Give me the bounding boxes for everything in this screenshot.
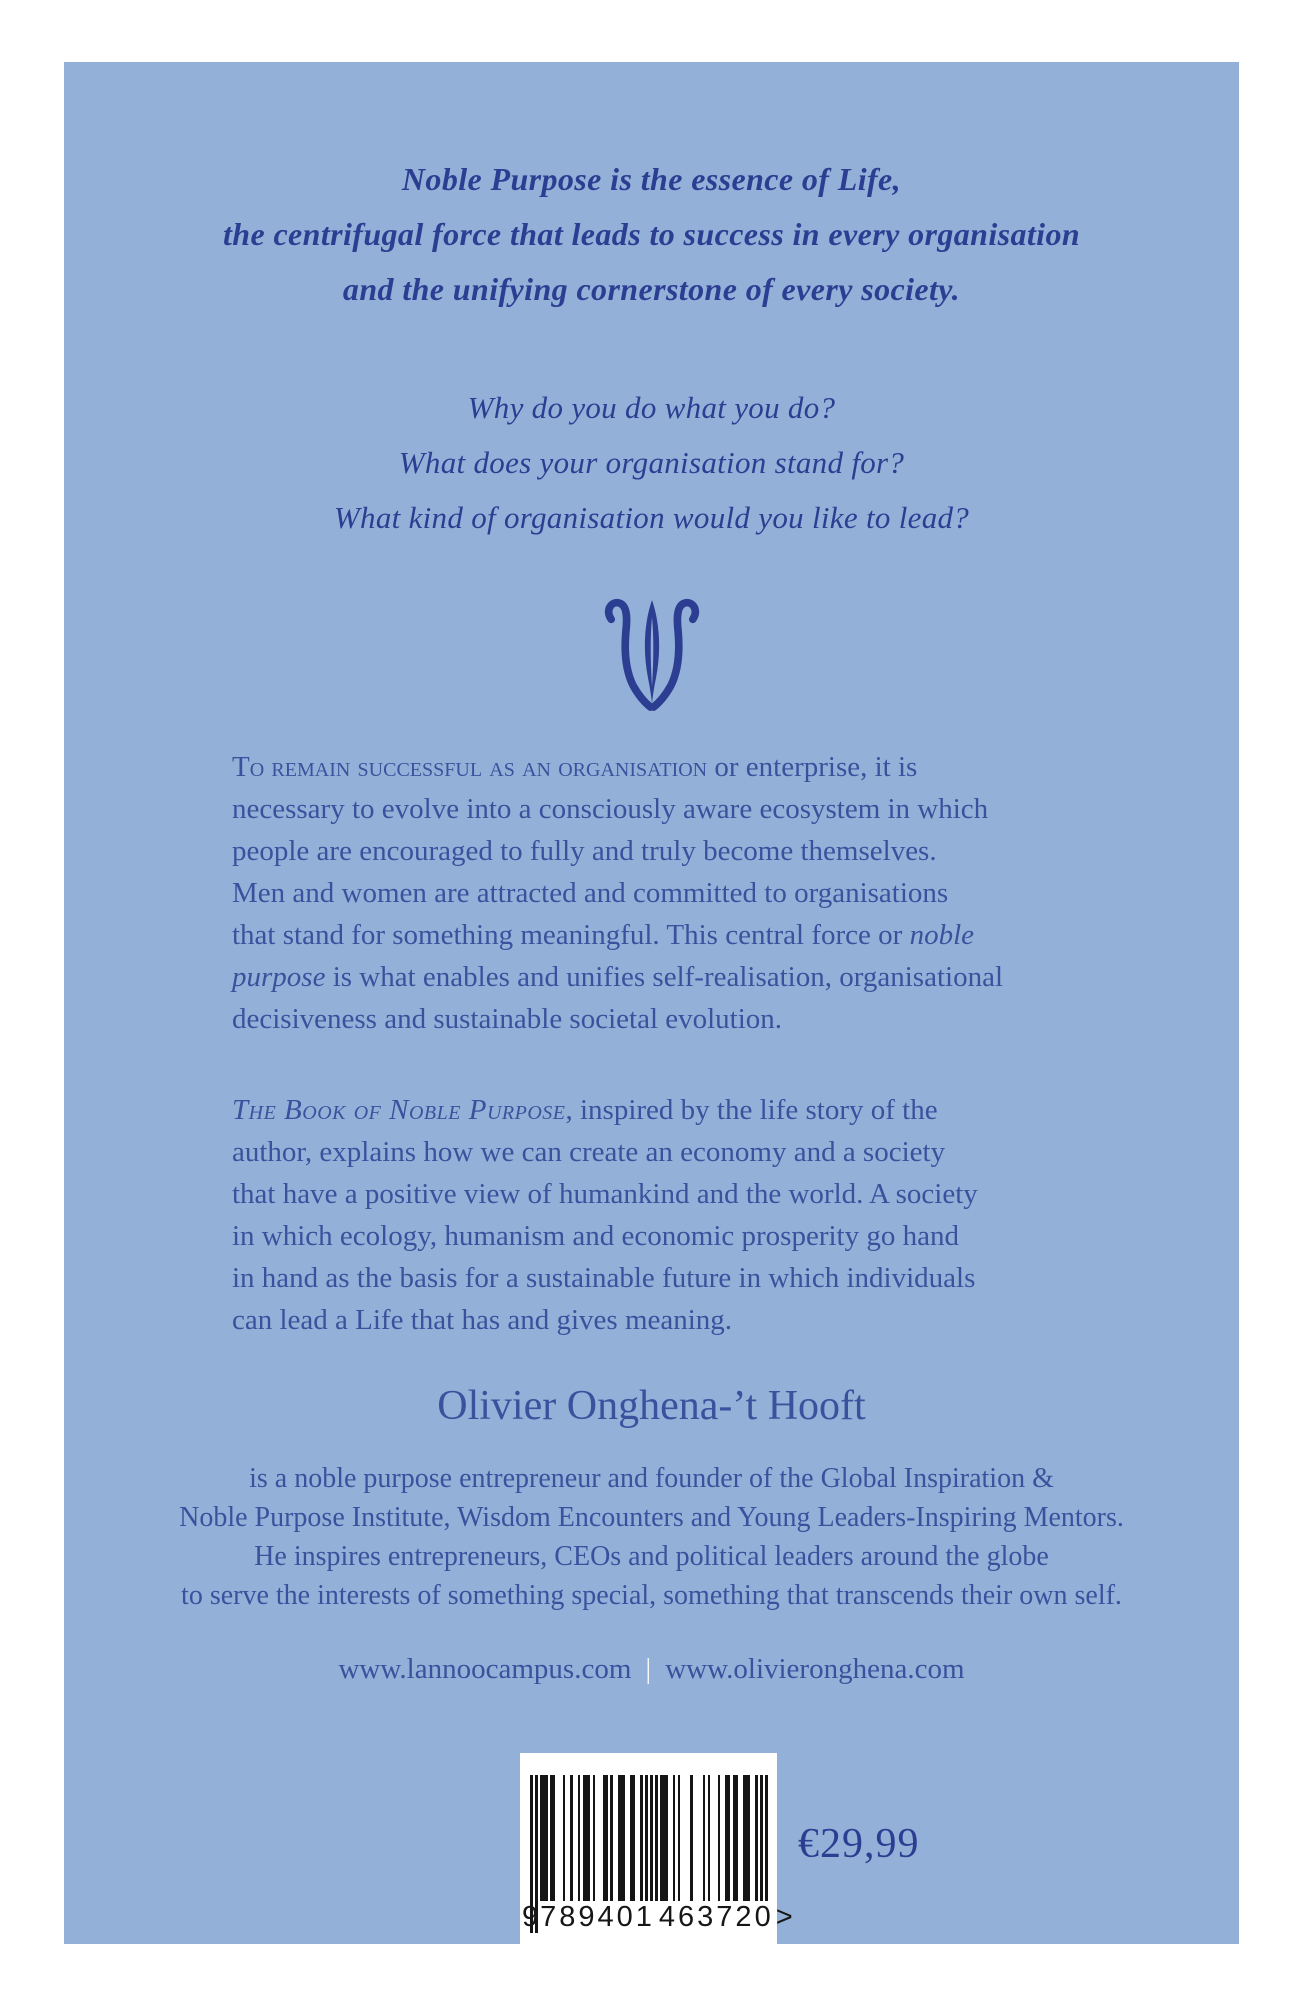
text-line: Noble Purpose Institute, Wisdom Encounters and Young Leaders-Inspiring Mentors.: [179, 1502, 1124, 1533]
text-line: in which ecology, humanism and economic prosperity go hand: [232, 1220, 959, 1252]
text-line: Noble Purpose is the essence of Life,: [401, 161, 902, 197]
separator-bar: |: [645, 1653, 652, 1685]
text-line: necessary to evolve into a consciously aware ecosystem in which: [232, 793, 989, 825]
website-links: [64, 1653, 1239, 1686]
publisher-website: www.lannoocampus.com: [338, 1653, 632, 1685]
text-line: people are encouraged to fully and truly become themselves.: [232, 835, 937, 867]
author-name: Olivier Onghena-’t Hooft: [437, 1383, 866, 1429]
text-line: that have a positive view of humankind and the world. A society: [232, 1178, 978, 1210]
text-line: decisiveness and sustainable societal evolution.: [232, 1003, 783, 1035]
tulip-mark-icon: [601, 593, 703, 715]
barcode-panel: [520, 1753, 793, 2008]
author-website: www.olivieronghena.com: [665, 1653, 965, 1685]
text-line: Men and women are attracted and committed to organisations: [232, 877, 949, 909]
barcode-lead-digit: 9: [522, 1901, 539, 1933]
publisher-logo: [64, 593, 1239, 715]
text-line: purpose is what enables and unifies self-realisation, organisational: [232, 961, 1004, 993]
author-bio: [64, 1459, 1239, 1615]
rhetorical-questions: [64, 380, 1239, 545]
text-line: What does your organisation stand for?: [398, 445, 905, 480]
barcode-group-2: 463720: [658, 1901, 774, 1933]
price-label: €29,99: [798, 1821, 920, 1867]
barcode-suffix: >: [775, 1901, 793, 1933]
text-line: that stand for something meaningful. This central force or noble: [232, 919, 974, 951]
synopsis-paragraph-2: [232, 1089, 978, 1341]
barcode-number: [522, 1901, 793, 1934]
text-line: He inspires entrepreneurs, CEOs and political leaders around the globe: [254, 1541, 1049, 1572]
text-line: What kind of organisation would you like to lead?: [333, 500, 970, 535]
synopsis-paragraph-1: [232, 746, 1003, 1040]
text-line: to serve the interests of something special, something that transcends their own self.: [181, 1580, 1122, 1611]
text-line: can lead a Life that has and gives meaning.: [232, 1304, 733, 1336]
text-line: and the unifying cornerstone of every society.: [342, 271, 961, 307]
text-line: author, explains how we can create an economy and a society: [232, 1136, 946, 1168]
barcode-group-1: 789401: [540, 1901, 655, 1933]
text-line: the centrifugal force that leads to success in every organisation: [222, 216, 1081, 252]
text-line: The Book of Noble Purpose, inspired by the life story of the: [232, 1094, 938, 1126]
text-line: To remain successful as an organisation or enterprise, it is: [232, 751, 918, 783]
text-line: Why do you do what you do?: [467, 390, 836, 425]
headline-quote: [64, 152, 1239, 317]
text-line: is a noble purpose entrepreneur and founder of the Global Inspiration &: [249, 1463, 1054, 1494]
text-line: in hand as the basis for a sustainable future in which individuals: [232, 1262, 976, 1294]
